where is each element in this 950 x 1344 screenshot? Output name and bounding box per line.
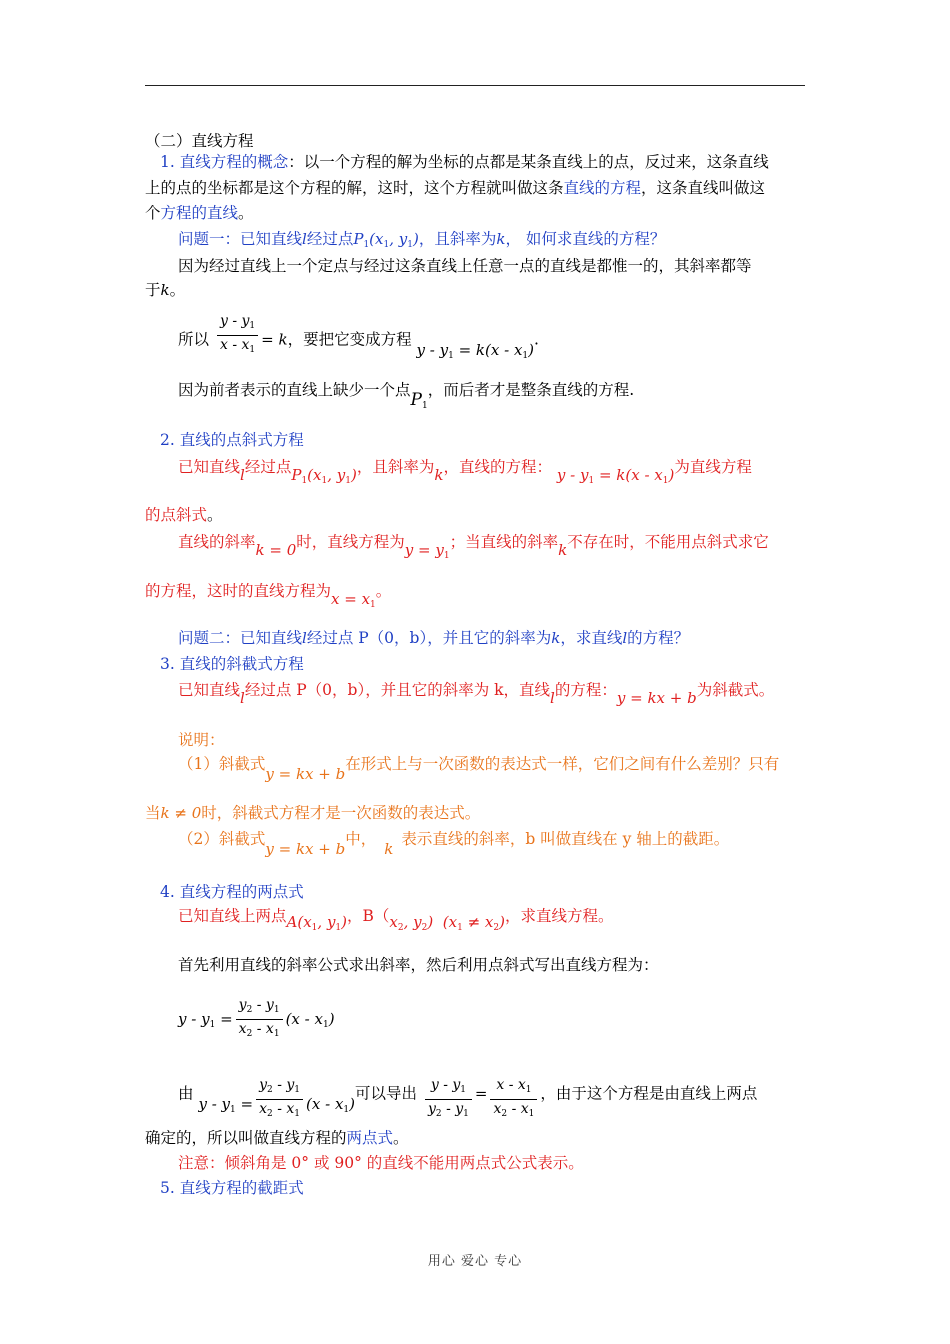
s4-warning-text: 注意：倾斜角是 0° 或 90° 的直线不能用两点式公式表示。: [178, 1154, 584, 1172]
s4-two-point-right: $\frac{x - x_1}{x_2 - x_1}$: [490, 1076, 537, 1123]
s4-text-e: 由: [178, 1084, 194, 1103]
section-2-title: [160, 430, 304, 450]
s2-l: l: [240, 466, 245, 484]
s4-text-c: ，求直线方程。: [504, 907, 614, 925]
s2-formula: $y - y_1 = k(x - x_1)$: [556, 466, 675, 486]
section-4-title: [160, 882, 304, 902]
s2-text-i: 时，直线方程为: [296, 533, 405, 551]
reason-k: k: [160, 281, 170, 299]
s3-k-neq-0: k ≠ 0: [160, 804, 202, 822]
s4-text-b: ，B（: [347, 907, 390, 925]
reason2-text-a: 因为前者表示的直线上缺少一个点: [178, 381, 411, 399]
reason-line-2: [145, 280, 185, 300]
so-line: [178, 313, 539, 361]
s2-text-l2: 的方程，这时的直线方程为: [145, 582, 332, 600]
q1-point: $P_1(x_1$, $y_1$): [353, 230, 419, 250]
s2-line-2: [145, 505, 223, 525]
q1-point-letter: P: [353, 230, 364, 248]
reason-text-2a: 于: [145, 281, 161, 299]
s4-point-a: $A(x_1$, $y_1$): [286, 913, 348, 933]
section-5-title-text: 5. 直线方程的截距式: [160, 1179, 304, 1197]
q2-text-b: 经过点 P（0，b），并且它的斜率为: [306, 629, 552, 647]
s4-formula-rhs: $(x - x_1)$: [285, 1009, 335, 1030]
s3-n2-k: k: [384, 840, 394, 858]
header-rule: [145, 85, 805, 86]
s4-text-f: 可以导出: [355, 1084, 418, 1103]
s3-n1-formula: y = kx + b: [265, 765, 346, 783]
reason-text-1: 因为经过直线上一个定点与经过这条直线上任意一点的直线是都惟一的，其斜率都等: [178, 257, 752, 275]
q1-text-b: 经过点: [306, 230, 354, 248]
reason2-text-b: ，而后者才是整条直线的方程.: [427, 381, 635, 399]
s4-two-point-left: $\frac{y - y_1}{y_2 - y_1}$: [425, 1076, 472, 1123]
s2-x-x1: $x = x_1$: [331, 590, 376, 610]
s2-k: k: [434, 466, 444, 484]
s2-text-e: 为直线方程: [674, 458, 752, 476]
s3-n2b: 中，: [345, 830, 377, 848]
concept-line-2: [145, 178, 765, 198]
s2-text-h: 直线的斜率: [178, 533, 256, 551]
s2-line-3: [178, 532, 769, 561]
q2-l-2: l: [622, 629, 628, 647]
q2-l: l: [302, 629, 307, 647]
s4-warning: [178, 1153, 584, 1173]
s4-line-3: [178, 1066, 757, 1123]
s3-n1a: （1）斜截式: [178, 755, 266, 773]
so-text-c: .: [534, 330, 539, 349]
s2-text-d: ，直线的方程：: [443, 458, 552, 476]
so-text-a: 所以: [178, 330, 210, 349]
s3-note-text: 说明：: [178, 731, 225, 749]
slope-fraction: $\frac{y - y_1}{x - x_1}$: [217, 312, 258, 359]
s2-text-m2: 。: [375, 582, 392, 600]
s3-l: l: [240, 689, 245, 707]
s2-k-zero: k = 0: [255, 541, 297, 559]
reason2-line: [178, 380, 635, 411]
s2-text-a: 已知直线: [178, 458, 241, 476]
question-one: [178, 229, 665, 255]
s3-text-b: 经过点 P（0，b），并且它的斜率为 k，直线: [244, 681, 551, 699]
s3-formula: y = kx + b: [616, 689, 697, 707]
concept-term-2: 直线的方程: [563, 179, 642, 197]
s4-two-point-eq: =: [474, 1084, 488, 1103]
concept-line-1: [160, 152, 769, 172]
s2-text-g: 。: [207, 506, 223, 524]
s3-note-1b: [145, 803, 480, 823]
so-text-b: ，要把它变成方程: [287, 330, 412, 349]
concept-text-3b: 。: [238, 204, 254, 222]
s3-note-1: [178, 754, 780, 783]
s4-formula-lhs: y - $y_1$ =: [178, 1009, 233, 1030]
reason-text-2b: 。: [169, 281, 186, 299]
s4-formula-frac: $\frac{y_2 - y_1}{x_2 - x_1}$: [236, 996, 283, 1043]
s3-n1c: 当: [145, 804, 161, 822]
s2-text-f: 的点斜式: [145, 506, 208, 524]
q2-k: k: [551, 629, 561, 647]
s3-n2a: （2）斜截式: [178, 830, 266, 848]
s3-n1b: 在形式上与一次函数的表达式一样，它们之间有什么差别？只有: [345, 755, 780, 773]
q1-text-c: ，且斜率为: [418, 230, 497, 248]
s2-text-k2: 不存在时，不能用点斜式求它: [567, 533, 769, 551]
equals-k: = k: [261, 330, 288, 349]
s3-text-d: 为斜截式。: [696, 681, 775, 699]
s2-line-4: [145, 581, 392, 610]
concept-text-3a: 个: [145, 204, 161, 222]
s4-line-4: [145, 1128, 409, 1148]
s3-line-1: [178, 680, 775, 707]
q2-text-a: 问题二：已知直线: [178, 629, 303, 647]
s3-text-c: 的方程：: [554, 681, 617, 699]
q2-text-c: ，求直线: [560, 629, 623, 647]
s4-line-1: [178, 906, 613, 932]
section-title-text: （二）直线方程: [145, 132, 254, 150]
footer-text: 用心 爱心 专心: [427, 1254, 523, 1269]
s4-formula: [178, 996, 335, 1043]
q2-text-d: 的方程？: [627, 629, 690, 647]
q1-line-l: l: [302, 230, 307, 248]
concept-text-2b: ，这条直线叫做这: [641, 179, 766, 197]
section-3-title: [160, 654, 304, 674]
s4-text-i: 。: [393, 1129, 409, 1147]
s3-note-2: [178, 829, 730, 858]
s2-text-j: ；当直线的斜率: [449, 533, 559, 551]
section-2-title-text: 2. 直线的点斜式方程: [160, 431, 304, 449]
s4-deriv-lhs: y - $y_1$ =: [198, 1094, 254, 1115]
section-3-title-text: 3. 直线的斜截式方程: [160, 655, 304, 673]
q1-slope-k: k: [496, 230, 506, 248]
point-p1: $P_1$: [410, 390, 428, 411]
s2-text-b: 经过点: [244, 458, 292, 476]
s2-k-2: k: [558, 541, 568, 559]
concept-line-3: [145, 203, 254, 223]
s2-y-y1: $y = y_1$: [404, 541, 450, 561]
s2-line-1: [178, 457, 752, 486]
concept-text-2a: 上的点的坐标都是这个方程的解，这时，这个方程就叫做这条: [145, 179, 564, 197]
s4-deriv-rhs: $(x - x_1)$: [306, 1094, 356, 1115]
s3-n2-formula: y = kx + b: [265, 840, 346, 858]
concept-term: 直线方程的概念: [179, 153, 289, 171]
s4-text-a: 已知直线上两点: [178, 907, 287, 925]
s4-text-d: 首先利用直线的斜率公式求出斜率，然后利用点斜式写出直线方程为：: [178, 956, 659, 974]
point-slope-formula: $y - y_1 = k(x - x_1)$: [416, 340, 534, 361]
q1-text-a: 问题一：已知直线: [178, 230, 303, 248]
section-5-title: [160, 1178, 304, 1198]
s3-l-2: l: [550, 689, 555, 707]
s4-text-h: 确定的，所以叫做直线方程的: [145, 1129, 347, 1147]
q1-text-d: ， 如何求直线的方程？: [505, 230, 666, 248]
s3-n1d: 时，斜截式方程才是一次函数的表达式。: [201, 804, 481, 822]
s3-note: [178, 730, 225, 750]
section-4-title-text: 4. 直线方程的两点式: [160, 883, 304, 901]
concept-term-3: 方程的直线: [160, 204, 239, 222]
s4-text-g: ，由于这个方程是由直线上两点: [540, 1084, 758, 1103]
reason-line-1: [178, 256, 752, 276]
s2-text-c: ，且斜率为: [356, 458, 435, 476]
concept-text-1: ：以一个方程的解为坐标的点都是某条直线上的点，反过来，这条直线: [288, 153, 769, 171]
s4-deriv-frac: $\frac{y_2 - y_1}{x_2 - x_1}$: [256, 1076, 303, 1123]
s4-term: 两点式: [346, 1129, 394, 1147]
question-two: [178, 628, 689, 648]
page-footer: [0, 1250, 950, 1269]
s2-point: $P_1(x_1$, $y_1$): [291, 466, 357, 486]
concept-number: 1.: [160, 153, 175, 171]
s3-text-a: 已知直线: [178, 681, 241, 699]
s4-line-2: [178, 955, 659, 975]
s4-point-b: $x_2$, $y_2$) $(x_1 \ne x_2)$: [389, 913, 505, 933]
section-title: [145, 131, 254, 151]
s3-n2c: 表示直线的斜率，b 叫做直线在 y 轴上的截距。: [401, 830, 730, 848]
